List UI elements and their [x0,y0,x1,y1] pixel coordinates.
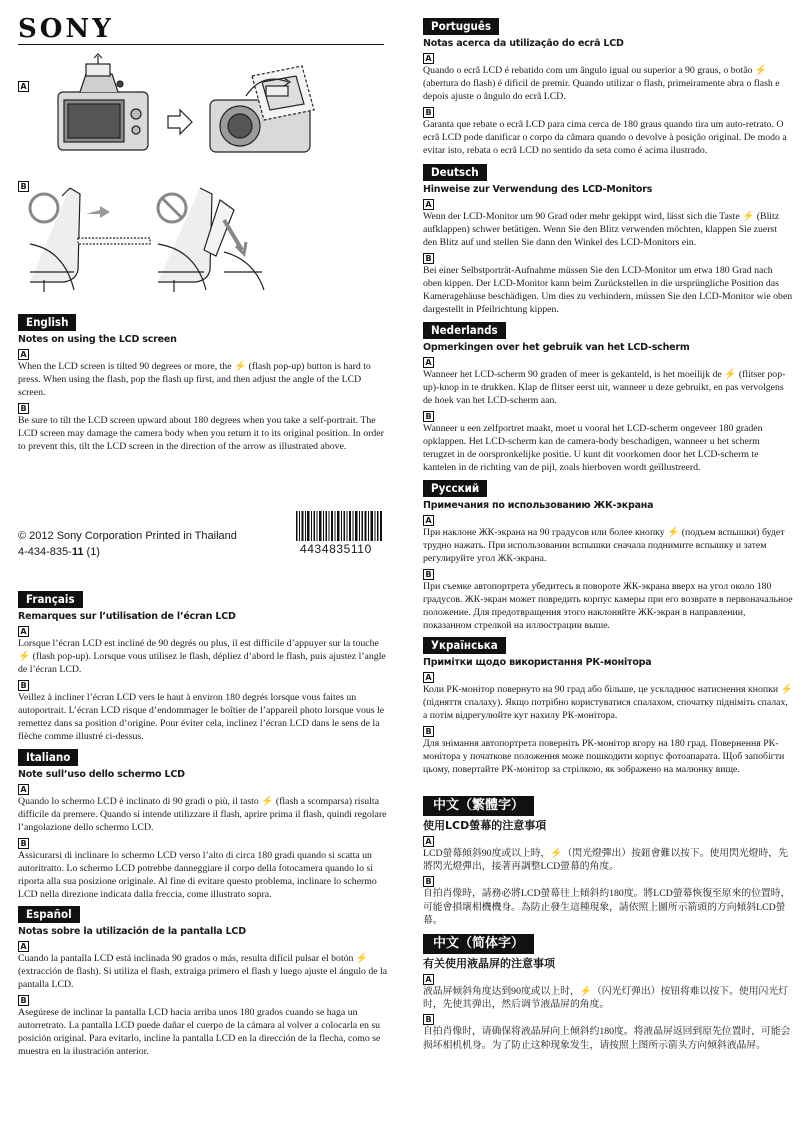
lang-tag-portugues: Português [423,18,499,35]
nederlands-title: Opmerkingen over het gebruik van het LCD-scherm [423,342,690,353]
chinese-traditional-b: 自拍肖像時，請務必將LCD螢幕往上傾斜約180度。將LCD螢幕恢復至原來的位置時，可能會損壞相機機身。為防止發生這種現象，請依照上圖所示箭頭的方向傾斜LCD螢幕。 [423,888,791,926]
chinese-simplified-b: 自拍肖像时，请确保将液晶屏向上倾斜约180度。将液晶屏返回到原先位置时，可能会损坏相机机身。为了防止这种现象发生，请按照上图所示箭头方向倾斜液晶屏。 [423,1026,791,1051]
marker-a: A [423,974,434,985]
ok-circle-icon [30,194,58,222]
section-italiano [18,768,388,901]
deutsch-b: Bei einer Selbstporträt-Aufnahme müssen Sie den LCD-Monitor um etwa 180 Grad nach oben kippen. Der LCD-Monitor kann beim Zurückstellen in die ursprüngliche Position das Kameragehäuse beschädigen. Um dies zu verhindern, müssen Sie den LCD-Monitor wie oben dargestellt in Pfeilrichtung kippen. [423,264,793,316]
chinese-traditional-title: 使用LCD螢幕的注意事項 [423,819,547,832]
prohibited-icon [158,194,186,222]
section-deutsch [423,183,793,316]
francais-b: Veillez à incliner l’écran LCD vers le haut à environ 180 degrés lorsque vous faites un autoportrait. L’écran LCD risque d’endommager le boîtier de l’appareil photo lorsque vous le remettez dans sa position d’origine. Pour éviter cela, inclinez l’écran LCD dans le sens de la flèche comme illustré ci-dessus. [18,691,385,743]
chinese-simplified-a: 液晶屏倾斜角度达到90度或以上时，⚡（闪光灯弹出）按钮将难以按下。使用闪光灯时，先使其弹出，然后调节液晶屏的角度。 [423,986,788,1011]
russian-b: При съемке автопортрета убедитесь в повороте ЖК-экрана вверх на угол около 180 градусов. ЖК-экран может повредить корпус камеры при его возврате в первоначальное положение. Для предотвращения этого наклоняйте ЖК-экран в направлении, показанном стрелкой на иллюстрации выше. [423,580,793,632]
lang-tag-chinese-traditional: 中文（繁體字） [423,796,534,816]
ukrainian-b: Для знімання автопортрета поверніть РК-монітор вгору на 180 град. Повернення РК-монітора у початкове положення може пошкодити корпус фотоапарата. Щоб запобігти цьому, повертайте РК-монітор за стрілкою, як зображено на малюнку вище. [423,737,785,776]
italiano-title: Note sull’uso dello schermo LCD [18,769,185,780]
section-chinese-traditional [423,818,793,927]
marker-b: B [423,1014,434,1025]
figure-a-label: A [18,76,29,94]
marker-a: A [18,349,29,360]
section-espanol [18,925,388,1058]
francais-a: Lorsque l’écran LCD est incliné de 90 degrés ou plus, il est difficile d’appuyer sur la touche ⚡ (flash pop-up). Lorsque vous utilisez le flash, dépliez d’abord le flash, puis ajustez l’angle de l’écran LCD. [18,638,386,676]
ukrainian-a: Коли РК-монітор повернуто на 90 град або більше, це ускладнює натиснення кнопки ⚡ (підняття спалаху). Якщо потрібно користуватися спалахом, спочатку підніміть спалах, а потім відрегулюйте кут нахилу РК-монітора. [423,684,793,722]
marker-a: A [423,199,434,210]
copyright-block [18,528,237,560]
marker-b: B [423,411,434,422]
marker-b: B [18,680,29,691]
marker-b: B [423,726,434,737]
marker-a: A [423,357,434,368]
portugues-b: Garanta que rebate o ecrã LCD para cima cerca de 180 graus quando tira um auto-retrato. O ecrã LCD pode danificar o corpo da câmara quando o devolve à posição original. De modo a evitar isto, rebata o ecrã LCD no sentido da seta como é acima ilustrado. [423,118,787,157]
marker-b: B [18,403,29,414]
figure-b-label: B [18,176,29,194]
espanol-title: Notas sobre la utilización de la pantalla LCD [18,926,246,937]
deutsch-title: Hinweise zur Verwendung des LCD-Monitors [423,184,653,195]
lang-tag-italiano: Italiano [18,749,78,766]
lcd-hinge-diagram [24,180,364,298]
marker-b: B [18,995,29,1006]
marker-b: B [423,569,434,580]
chinese-traditional-a: LCD螢幕傾斜90度或以上時，⚡（閃光燈彈出）按鈕會難以按下。使用閃光燈時，先將閃光燈彈出，接著再調整LCD螢幕的角度。 [423,848,788,873]
russian-a: При наклоне ЖК-экрана на 90 градусов или более кнопку ⚡ (подъем вспышки) будет трудно нажать. При использовании вспышки сначала поднимите вспышку и затем регулируйте угол ЖК-экрана. [423,527,785,565]
ukrainian-title: Примітки щодо використання РК-монітора [423,657,652,668]
chinese-simplified-title: 有关使用液晶屏的注意事项 [423,957,555,970]
section-francais [18,610,388,743]
marker-a: A [423,836,434,847]
marker-b: B [18,838,29,849]
marker-b: B [423,253,434,264]
italiano-b: Assicurarsi di inclinare lo schermo LCD verso l’alto di circa 180 gradi quando si scatta un autoritratto. Lo schermo LCD potrebbe danneggiare il corpo della fotocamera quando lo si riporta alla sua posizione originale. Al fine di evitare questo problema, inclinare lo schermo LCD nella direzione indicata dalla freccia, come illustrato sopra. [18,849,377,901]
nederlands-a: Wanneer het LCD-scherm 90 graden of meer is gekanteld, is het moeilijk de ⚡ (flitser pop-up)-knop in te drukken. Klap de flitser eerst uit, wanneer u deze gebruikt, en pas vervolgens de hoek van het LCD-scherm aan. [423,369,786,407]
section-russian [423,499,793,632]
marker-a: A [18,626,29,637]
marker-b: B [423,876,434,887]
marker-a: A [423,515,434,526]
francais-title: Remarques sur l’utilisation de l’écran LCD [18,611,236,622]
part-number: 4-434-835-11 (1) [18,546,100,558]
marker-a: A [18,784,29,795]
barcode-number: 4434835110 [300,542,372,556]
marker-a: A [423,53,434,64]
espanol-a: Cuando la pantalla LCD está inclinada 90 grados o más, resulta difícil pulsar el botón ⚡ (extracción de flash). Si utiliza el flash, extraiga primero el flash y luego ajuste el ángulo de la pantalla LCD. [18,953,388,991]
nederlands-b: Wanneer u een zelfportret maakt, moet u vooral het LCD-scherm ongeveer 180 graden opklappen. Het LCD-scherm kan de camera-body beschadigen, wanneer u het scherm terugzet in de oorspronkelijke positie. U kunt dit voorkomen door het LCD-scherm te kantelen in de richting van de pijl, zoals hierboven wordt geïllustreerd. [423,422,763,474]
barcode-icon [296,511,382,541]
english-b: Be sure to tilt the LCD screen upward about 180 degrees when you take a self-portrait. The LCD screen may damage the camera body when you return it to its original position. In order to prevent this, tilt the LCD screen in the direction of the arrow as illustrated above. [18,414,384,453]
italiano-a: Quando lo schermo LCD è inclinato di 90 gradi o più, il tasto ⚡ (flash a scomparsa) risulta difficile da premere. Quando si intende utilizzare il flash, aprire prima il flash, quindi regolare l’angolazione dello schermo LCD. [18,796,387,834]
section-portugues [423,37,793,157]
marker-b: B [423,107,434,118]
espanol-b: Asegúrese de inclinar la pantalla LCD hacia arriba unos 180 grados cuando se haga un autorretrato. La pantalla LCD puede dañar el cuerpo de la cámara al volver a colocarla en su posición original. Para evitarlo, incline la pantalla LCD en la dirección de la flecha, como se muestra en la ilustración anterior. [18,1006,381,1058]
camera-flash-up-icon [40,52,340,162]
marker-a: A [423,672,434,683]
lang-tag-deutsch: Deutsch [423,164,487,181]
russian-title: Примечания по использованию ЖК-экрана [423,500,654,511]
lang-tag-espanol: Español [18,906,80,923]
marker-a: A [18,941,29,952]
lang-tag-ukrainian: Українська [423,637,506,654]
camera-lcd-flipped-icon [210,66,314,152]
sony-logo: SONY [18,14,114,44]
copyright: © 2012 Sony Corporation Printed in Thailand [18,530,237,542]
portugues-title: Notas acerca da utilização do ecrã LCD [423,38,624,49]
section-nederlands [423,341,793,474]
section-english [18,333,388,453]
lang-tag-chinese-simplified: 中文（简体字） [423,934,534,954]
section-chinese-simplified [423,956,793,1052]
portugues-a: Quando o ecrã LCD é rebatido com um ângulo igual ou superior a 90 graus, o botão ⚡ (abertura do flash) é difícil de premir. Quando utilizar o flash, primeiramente abra o flash e depois ajuste o ângulo do ecrã LCD. [423,65,780,103]
arrow-right-icon [168,110,192,134]
lang-tag-russian: Русский [423,480,487,497]
english-title: Notes on using the LCD screen [18,334,177,345]
deutsch-a: Wenn der LCD-Monitor um 90 Grad oder mehr gekippt wird, lässt sich die Taste ⚡ (Blitz aufklappen) schwer betätigen. Wenn Sie den Blitz verwenden möchten, klappen Sie zuerst den Blitz auf und stellen Sie dann den Winkel des LCD-Monitors ein. [423,211,780,249]
section-ukrainian [423,656,793,776]
lang-tag-english: English [18,314,76,331]
english-a: When the LCD screen is tilted 90 degrees or more, the ⚡ (flash pop-up) button is hard to press. When using the flash, pop the flash up first, and then adjust the angle of the LCD screen. [18,361,371,399]
lang-tag-nederlands: Nederlands [423,322,506,339]
lang-tag-francais: Français [18,591,83,608]
header-rule [18,44,384,45]
